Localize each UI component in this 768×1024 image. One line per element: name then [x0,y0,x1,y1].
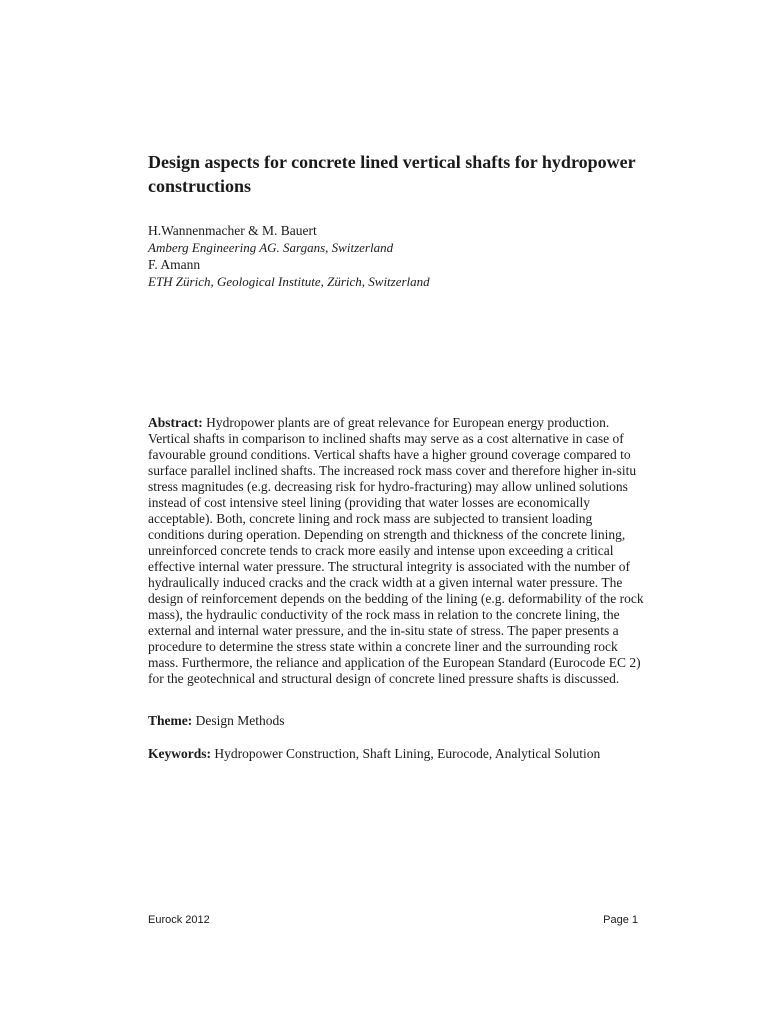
authors-block [148,222,668,290]
author-names: H.Wannenmacher & M. Bauert [148,223,317,238]
author-names: F. Amann [148,257,201,272]
footer-conference: Eurock 2012 [148,914,210,926]
keywords-line [148,746,668,762]
theme-line [148,713,668,729]
footer-page-number: Page 1 [603,914,638,926]
abstract-paragraph [148,415,644,687]
author-affiliation: Amberg Engineering AG. Sargans, Switzerland [148,240,394,255]
keywords-value: Hydropower Construction, Shaft Lining, Eurocode, Analytical Solution [214,746,601,761]
theme-label: Theme: [148,713,193,728]
theme-value: Design Methods [195,713,285,728]
keywords-label: Keywords: [148,746,211,761]
paper-title: Design aspects for concrete lined vertical shafts for hydropower constructions [148,152,636,196]
author-affiliation: ETH Zürich, Geological Institute, Zürich, Switzerland [148,274,430,289]
abstract-text: Hydropower plants are of great relevance for European energy production. Vertical shafts in comparison to inclined shafts may serve as a cost alternative in case of favourable ground conditions. Vertical shafts have a higher ground coverage compared to surface parallel inclined shafts. The increased rock mass cover and therefore higher in-situ stress magnitudes (e.g. decreasing risk for hydro-fracturing) may allow unlined solutions instead of cost intensive steel lining (providing that water losses are economically acceptable). Both, concrete lining and rock mass are subjected to transient loading conditions during operation. Depending on strength and thickness of the concrete lining, unreinforced concrete tends to crack more easily and intense upon exceeding a critical effective internal water pressure. The structural integrity is associated with the number of hydraulically induced cracks and the crack width at a given internal water pressure. The design of reinforcement depends on the bedding of the lining (e.g. deformability of the rock mass), the hydraulic conductivity of the rock mass in relation to the concrete lining, the external and internal water pressure, and the in-situ state of stress. The paper presents a procedure to determine the stress state within a concrete liner and the surrounding rock mass. Furthermore, the reliance and application of the European Standard (Eurocode EC 2) for the geotechnical and structural design of concrete lined pressure shafts is discussed. [148,415,644,686]
abstract-label: Abstract: [148,415,203,430]
